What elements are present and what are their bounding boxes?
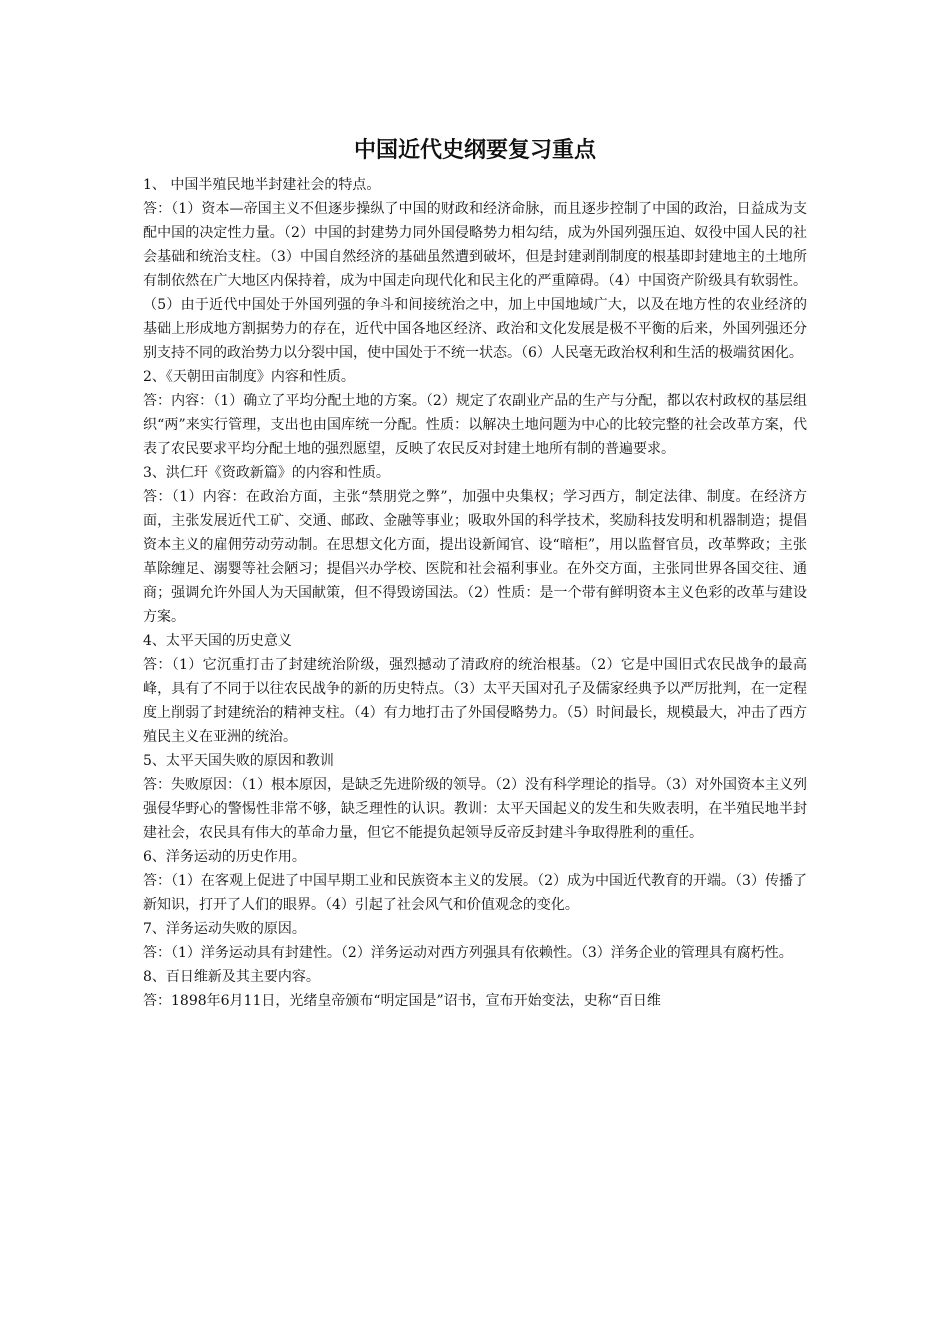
question-8: 8、百日维新及其主要内容。 (143, 969, 320, 985)
answer-2: 答：内容：（1）确立了平均分配土地的方案。（2）规定了农副业产品的生产与分配，都以农村政权的基层组织“两”来实行管理，支出也由国库统一分配。性质：以解决土地问题为中心的比较完整的社会改革方案，代表了农民要求平均分配土地的强烈愿望，反映了农民反对封建土地所有制的普遍要求。 (143, 393, 807, 457)
answer-8: 答：1898年6月11日，光绪皇帝颁布“明定国是”诏书，宣布开始变法，史称“百日维 (143, 993, 661, 1009)
answer-7: 答：（1）洋务运动具有封建性。（2）洋务运动对西方列强具有依赖性。（3）洋务企业的管理具有腐朽性。 (143, 945, 793, 961)
question-6: 6、洋务运动的历史作用。 (143, 849, 306, 865)
answer-5: 答：失败原因：（1）根本原因，是缺乏先进阶级的领导。（2）没有科学理论的指导。（3）对外国资本主义列强侵华野心的警惕性非常不够，缺乏理性的认识。教训：太平天国起义的发生和失败表明，在半殖民地半封建社会，农民具有伟大的革命力量，但它不能提负起领导反帝反封建斗争取得胜利的重任。 (143, 777, 807, 841)
question-4: 4、太平天国的历史意义 (143, 633, 292, 649)
answer-3: 答：（1）内容：在政治方面，主张“禁朋党之弊”，加强中央集权；学习西方，制定法律、制度。在经济方面，主张发展近代工矿、交通、邮政、金融等事业；吸取外国的科学技术，奖励科技发明和机器制造；提倡资本主义的雇佣劳动劳动制。在思想文化方面，提出设新闻官、设“暗柜”，用以监督官员，改革弊政；主张革除缠足、溺婴等社会陋习；提倡兴办学校、医院和社会福利事业。在外交方面，主张同世界各国交往、通商；强调允许外国人为天国献策，但不得毁谤国法。（2）性质：是一个带有鲜明资本主义色彩的改革与建设方案。 (143, 489, 807, 625)
question-1: 1、 中国半殖民地半封建社会的特点。 (143, 177, 381, 193)
answer-6: 答：（1）在客观上促进了中国早期工业和民族资本主义的发展。（2）成为中国近代教育的开端。（3）传播了新知识，打开了人们的眼界。（4）引起了社会风气和价值观念的变化。 (143, 873, 807, 913)
document-content (143, 132, 807, 1013)
question-5: 5、太平天国失败的原因和教训 (143, 753, 334, 769)
document-title: 中国近代史纲要复习重点 (353, 138, 596, 163)
question-3: 3、洪仁玕《资政新篇》的内容和性质。 (143, 465, 390, 481)
answer-1: 答：（1）资本—帝国主义不但逐步操纵了中国的财政和经济命脉，而且逐步控制了中国的政治，日益成为支配中国的决定性力量。（2）中国的封建势力同外国侵略势力相勾结，成为外国列强压迫、奴役中国人民的社会基础和统治支柱。（3）中国自然经济的基础虽然遭到破坏，但是封建剥削制度的根基即封建地主的土地所有制依然在广大地区内保持着，成为中国走向现代化和民主化的严重障碍。（4）中国资产阶级具有软弱性。（5）由于近代中国处于外国列强的争斗和间接统治之中，加上中国地域广大，以及在地方性的农业经济的基础上形成地方割据势力的存在，近代中国各地区经济、政治和文化发展是极不平衡的后来，外国列强还分别支持不同的政治势力以分裂中国，使中国处于不统一状态。（6）人民毫无政治权利和生活的极端贫困化。 (143, 201, 807, 361)
question-7: 7、洋务运动失败的原因。 (143, 921, 306, 937)
answer-4: 答：（1）它沉重打击了封建统治阶级，强烈撼动了清政府的统治根基。（2）它是中国旧式农民战争的最高峰，具有了不同于以往农民战争的新的历史特点。（3）太平天国对孔子及儒家经典予以严厉批判，在一定程度上削弱了封建统治的精神支柱。（4）有力地打击了外国侵略势力。（5）时间最长，规模最大，冲击了西方殖民主义在亚洲的统治。 (143, 657, 807, 745)
question-2: 2、《天朝田亩制度》内容和性质。 (143, 369, 355, 385)
